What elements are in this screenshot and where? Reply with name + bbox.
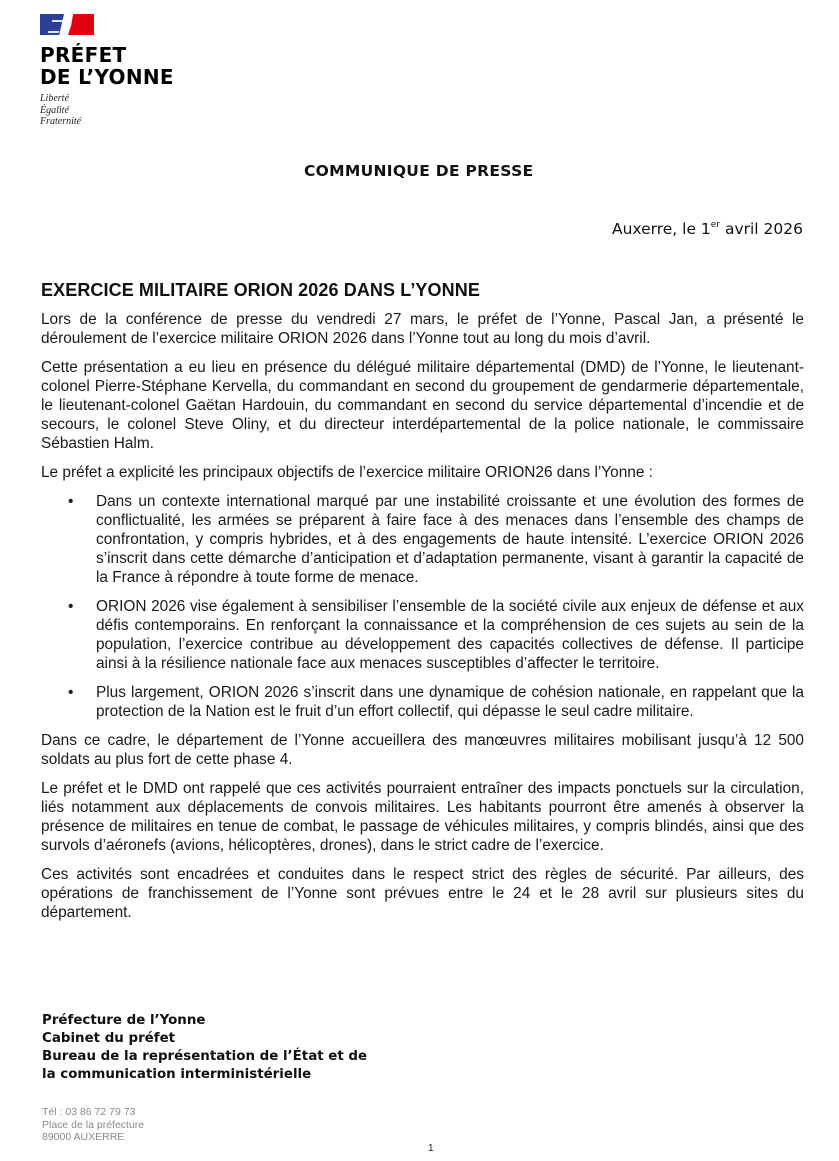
paragraph-impacts: Le préfet et le DMD ont rappelé que ces activités pourraient entraîner des impacts ponctuels sur la circulation, liés notamment aux déplacements de convois militaires. Les habitants pourront être amenés à observer la présence de militaires en tenue de combat, le passage de véhicules militaires, y compris blindés, ainsi que des survols d’aéronefs (avions, hélicoptères, drones), dans le strict cadre de l’exercice. [41, 780, 804, 854]
contact-block [42, 1106, 144, 1144]
list-item [41, 492, 804, 587]
brand-line-yonne: DE L’YONNE [40, 65, 174, 89]
date-prefix: Auxerre, le 1 [611, 220, 711, 238]
paragraph-objectives-lead: Le préfet a explicité les principaux objectifs de l’exercice militaire ORION26 dans l’Yonne : [41, 464, 653, 481]
flag-red-panel [68, 14, 94, 35]
document-type-heading: COMMUNIQUE DE PRESSE [304, 162, 534, 180]
list-item-text: Dans un contexte international marqué par une instabilité croissante et une évolution des formes de conflictualité, les armées se préparent à faire face à des menaces dans l’ensemble des champs de confrontation, y compris hybrides, et à des engagements de haute intensité. L’exercice ORION 2026 s’inscrit dans cette démarche d’anticipation et d’adaptation permanente, visant à garantir la capacité de la France à répondre à toute forme de menace. [96, 493, 804, 586]
date-line [612, 220, 803, 238]
bullet-icon: • [68, 493, 74, 510]
paragraph-intro: Lors de la conférence de presse du vendredi 27 mars, le préfet de l’Yonne, Pascal Jan, a présenté le déroulement de l’exercice militaire ORION 2026 dans l’Yonne tout au long du mois d’avril. [41, 311, 804, 347]
motto-fraternite: Fraternité [40, 116, 82, 127]
republic-motto [40, 93, 174, 128]
paragraph-troops: Dans ce cadre, le département de l’Yonne accueillera des manœuvres militaires mobilisant jusqu’à 12 500 soldats au plus fort de cette phase 4. [41, 732, 804, 768]
contact-address-line-1: Place de la préfecture [42, 1118, 145, 1131]
motto-egalite: Égalité [40, 104, 69, 116]
contact-address-line-2: 89000 AUXERRE [42, 1131, 125, 1143]
signature-line: Bureau de la représentation de l’État et de [42, 1049, 368, 1064]
page-number: 1 [428, 1143, 434, 1154]
list-item [41, 683, 804, 721]
signature-line: la communication interministérielle [42, 1067, 312, 1082]
date-suffix: avril 2026 [720, 220, 803, 238]
list-item [41, 597, 804, 673]
signature-line: Cabinet du préfet [42, 1031, 176, 1046]
objectives-list [41, 492, 804, 721]
paragraph-safety: Ces activités sont encadrées et conduites dans le respect strict des règles de sécurité. Par ailleurs, des opérations de franchissement de l’Yonne sont prévues entre le 24 et le 28 avril sur plusieurs sites du département. [41, 866, 804, 921]
signature-block [42, 1012, 367, 1084]
prefecture-logo [40, 14, 174, 128]
list-item-text: ORION 2026 vise également à sensibiliser l’ensemble de la société civile aux enjeux de défense et aux défis contemporains. En renforçant la connaissance et la compréhension de ces sujets au sein de la population, l’exercice contribue au développement des capacités collectives de défense. Il participe ainsi à la résilience nationale face aux menaces susceptibles d’affecter le territoire. [96, 598, 804, 672]
paragraph-attendees: Cette présentation a eu lieu en présence du délégué militaire départemental (DMD) de l’Yonne, le lieutenant-colonel Pierre-Stéphane Kervella, du commandant en second du groupement de gendarmerie départementale, le lieutenant-colonel Gaëtan Hardouin, du commandant en second du service départemental d’incendie et de secours, le colonel Steve Oliny, et du directeur interdépartemental de la police nationale, le commissaire Sébastien Halm. [41, 359, 804, 452]
brand-line-prefet: PRÉFET [40, 43, 127, 67]
marianne-flag-icon [40, 14, 94, 35]
contact-phone: Tél : 03 86 72 79 73 [42, 1106, 136, 1118]
date-superscript: er [710, 220, 721, 230]
motto-liberte: Liberté [40, 93, 69, 104]
signature-line: Préfecture de l’Yonne [42, 1013, 206, 1028]
press-release-body [41, 310, 804, 932]
press-release-title: EXERCICE MILITAIRE ORION 2026 DANS L’YONNE [41, 280, 480, 300]
bullet-icon: • [68, 598, 74, 615]
list-item-text: Plus largement, ORION 2026 s’inscrit dans une dynamique de cohésion nationale, en rappelant que la protection de la Nation est le fruit d’un effort collectif, qui dépasse le seul cadre militaire. [96, 684, 804, 720]
bullet-icon: • [68, 684, 74, 701]
